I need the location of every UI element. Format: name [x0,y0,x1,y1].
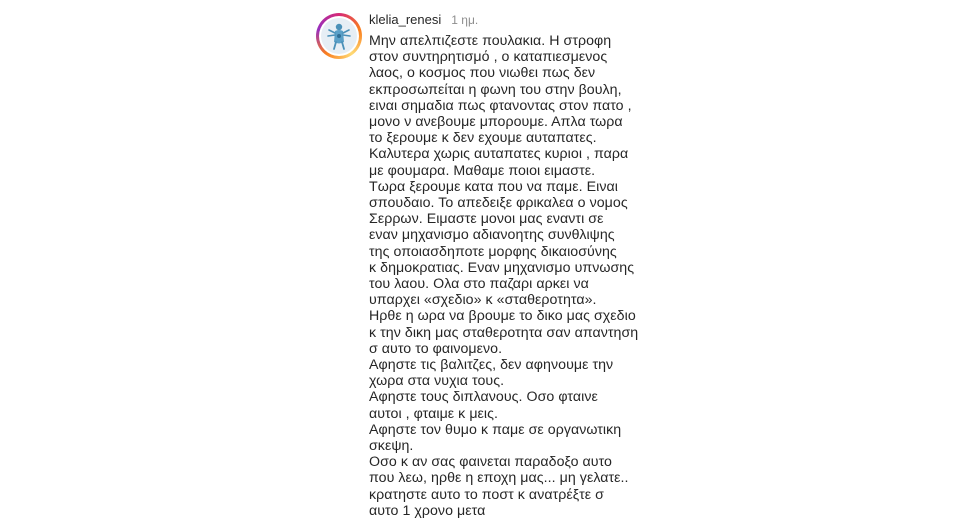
comment-line: αυτοι , φταιμε κ μεις. [369,405,498,422]
comment-line: του λαου. Ολα στο παζαρι αρκει να [369,276,589,293]
comment-line: Ηρθε η ωρα να βρουμε το δικο μας σχεδιο [369,308,636,325]
comment-line: που λεω, ηρθε η εποχη μας... μη γελατε.. [369,470,629,487]
comment-line: Σερρων. Ειμαστε μονοι μας εναντι σε [369,211,604,228]
comment-line: εκπροσωπείται η φωνη του στην βουλη, [369,81,622,98]
comment-line: της οποιασδηποτε μορφης δικαιοσύνης [369,243,617,260]
deity-figure-icon [321,18,357,54]
comment-line: Οσο κ αν σας φαινεται παραδοξο αυτο [369,454,612,471]
comment-line: Τωρα ξερουμε κατα που να παμε. Ειναι [369,178,618,195]
comment-line: Αφηστε τον θυμο κ παμε σε οργανωτικη [369,421,622,438]
comment-line: σ αυτο το φαινομενο. [369,340,503,357]
comment-line: κ δημοκρατιας. Εναν μηχανισμο υπνωσης [369,259,635,276]
comment-line: εναν μηχανισμο αδιανοητης συνθλιψης [369,227,615,244]
comment-header [369,12,478,27]
comment-line: κ την δικη μας σταθεροτητα σαν απαντηση [369,324,639,341]
comment-line: μονο ν ανεβουμε μπορουμε. Απλα τωρα [369,114,623,131]
comment-text [369,33,669,519]
comment-line: με φουμαρα. Μαθαμε ποιοι ειμαστε. [369,162,596,179]
comment-line: σκεψη. [369,438,414,455]
comment-line: στον συντηρητισμό , ο καταπιεσμενος [369,49,608,66]
avatar-story-ring[interactable] [316,13,362,59]
comment-line: σπουδαιο. Το απεδειξε φρικαλεα ο νομος [369,195,628,212]
comment-line: χωρα στα νυχια τους. [369,373,505,390]
comment-line: το ξερουμε κ δεν εχουμε αυταπατες. [369,130,597,147]
comment-line: Καλυτερα χωρις αυταπατες κυριοι , παρα [369,146,629,163]
comment-line: Αφηστε τους διπλανους. Οσο φταινε [369,389,598,406]
comment-line: αυτο 1 χρονο μετα [369,502,486,519]
timestamp[interactable]: 1 ημ. [451,13,479,27]
comment-line: ειναι σημαδια πως φτανοντας στον πατο , [369,97,632,114]
comment-line: Μην απελπιζεστε πουλακια. Η στροφη [369,33,612,49]
username[interactable]: klelia_renesi [369,12,442,27]
comment-line: κρατηστε αυτο το ποστ κ ανατρέξτε σ [369,486,604,503]
comment-line: λαος, ο κοσμος που νιωθει πως δεν [369,65,596,82]
comment-line: υπαρχει «σχεδιο» κ «σταθεροτητα». [369,292,597,309]
avatar[interactable] [321,18,357,54]
comment-line: Αφηστε τις βαλιτζες, δεν αφηνουμε την [369,357,614,374]
